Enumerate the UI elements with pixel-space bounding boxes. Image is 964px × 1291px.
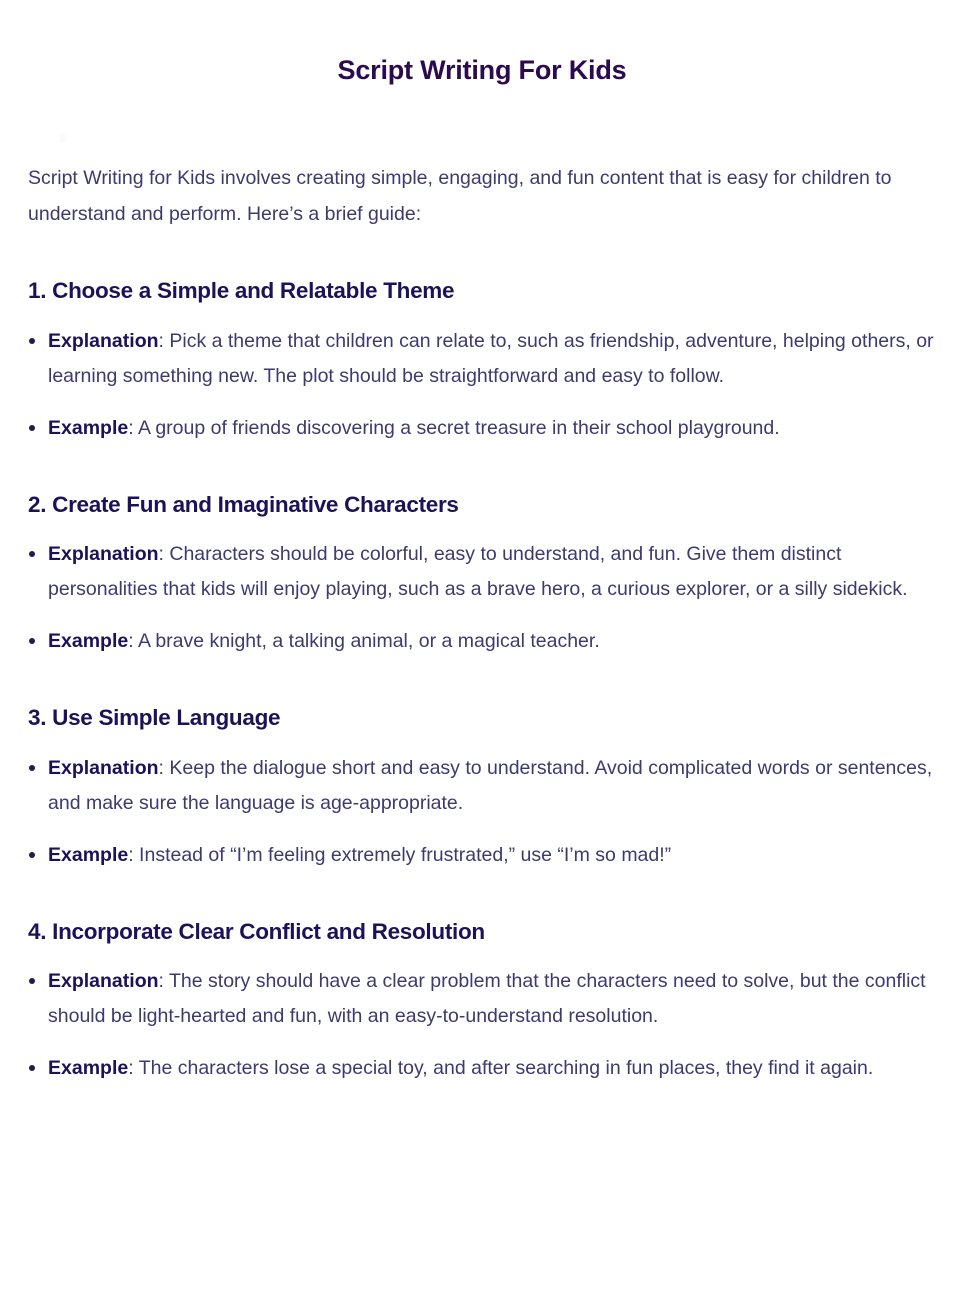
bullet-label: Explanation: [48, 756, 159, 779]
bullet-label: Example: [48, 1056, 129, 1079]
section-heading: 3. Use Simple Language: [28, 705, 281, 731]
bullet-text: : A brave knight, a talking animal, or a magical teacher.: [128, 630, 600, 653]
page-title: Script Writing For Kids: [337, 55, 627, 85]
section-heading: 2. Create Fun and Imaginative Characters: [28, 491, 459, 517]
list-item: [28, 324, 936, 394]
bullet-label: Explanation: [48, 969, 159, 992]
bullet-list: [28, 964, 936, 1086]
list-item: [28, 537, 936, 607]
bullet-text: : The story should have a clear problem that the characters need to solve, but the conflict should be light-hearted and fun, with an easy-to-understand resolution.: [48, 969, 926, 1027]
bullet-text: : Characters should be colorful, easy to understand, and fun. Give them distinct personalities that kids will enjoy playing, such as a brave hero, a curious explorer, or a silly sidekick.: [48, 543, 908, 601]
sections-container: [28, 232, 936, 1086]
bullet-label: Example: [48, 843, 129, 866]
list-item: [28, 964, 936, 1034]
bullet-list: [28, 537, 936, 659]
bullet-list: [28, 751, 936, 873]
bullet-text: : Keep the dialogue short and easy to understand. Avoid complicated words or sentences, and make sure the language is age-appropriate.: [48, 756, 933, 814]
content-section: [28, 232, 936, 445]
bullet-label: Example: [48, 630, 129, 653]
content-section: [28, 659, 936, 872]
intro-paragraph: Script Writing for Kids involves creating simple, engaging, and fun content that is easy for children to understand and perform. Here’s a brief guide:: [28, 167, 892, 226]
content-section: [28, 446, 936, 659]
section-heading: 4. Incorporate Clear Conflict and Resolution: [28, 918, 485, 944]
bullet-text: : The characters lose a special toy, and after searching in fun places, they find it again.: [128, 1056, 874, 1079]
list-item: [28, 751, 936, 821]
bullet-label: Explanation: [48, 329, 159, 352]
list-item: [28, 624, 936, 659]
content-section: [28, 873, 936, 1086]
bullet-text: : A group of friends discovering a secret treasure in their school playground.: [128, 416, 780, 439]
bullet-list: [28, 324, 936, 446]
bullet-label: Explanation: [48, 543, 159, 566]
list-item: [28, 838, 936, 873]
list-item: [28, 1051, 936, 1086]
list-item: [28, 411, 936, 446]
bullet-label: Example: [48, 416, 129, 439]
bullet-text: : Instead of “I’m feeling extremely frustrated,” use “I’m so mad!”: [128, 843, 672, 866]
section-heading: 1. Choose a Simple and Relatable Theme: [28, 278, 455, 304]
faint-artifact-mark: [60, 134, 67, 143]
bullet-text: : Pick a theme that children can relate to, such as friendship, adventure, helping others, or learning something new. The plot should be straightforward and easy to follow.: [48, 329, 934, 387]
